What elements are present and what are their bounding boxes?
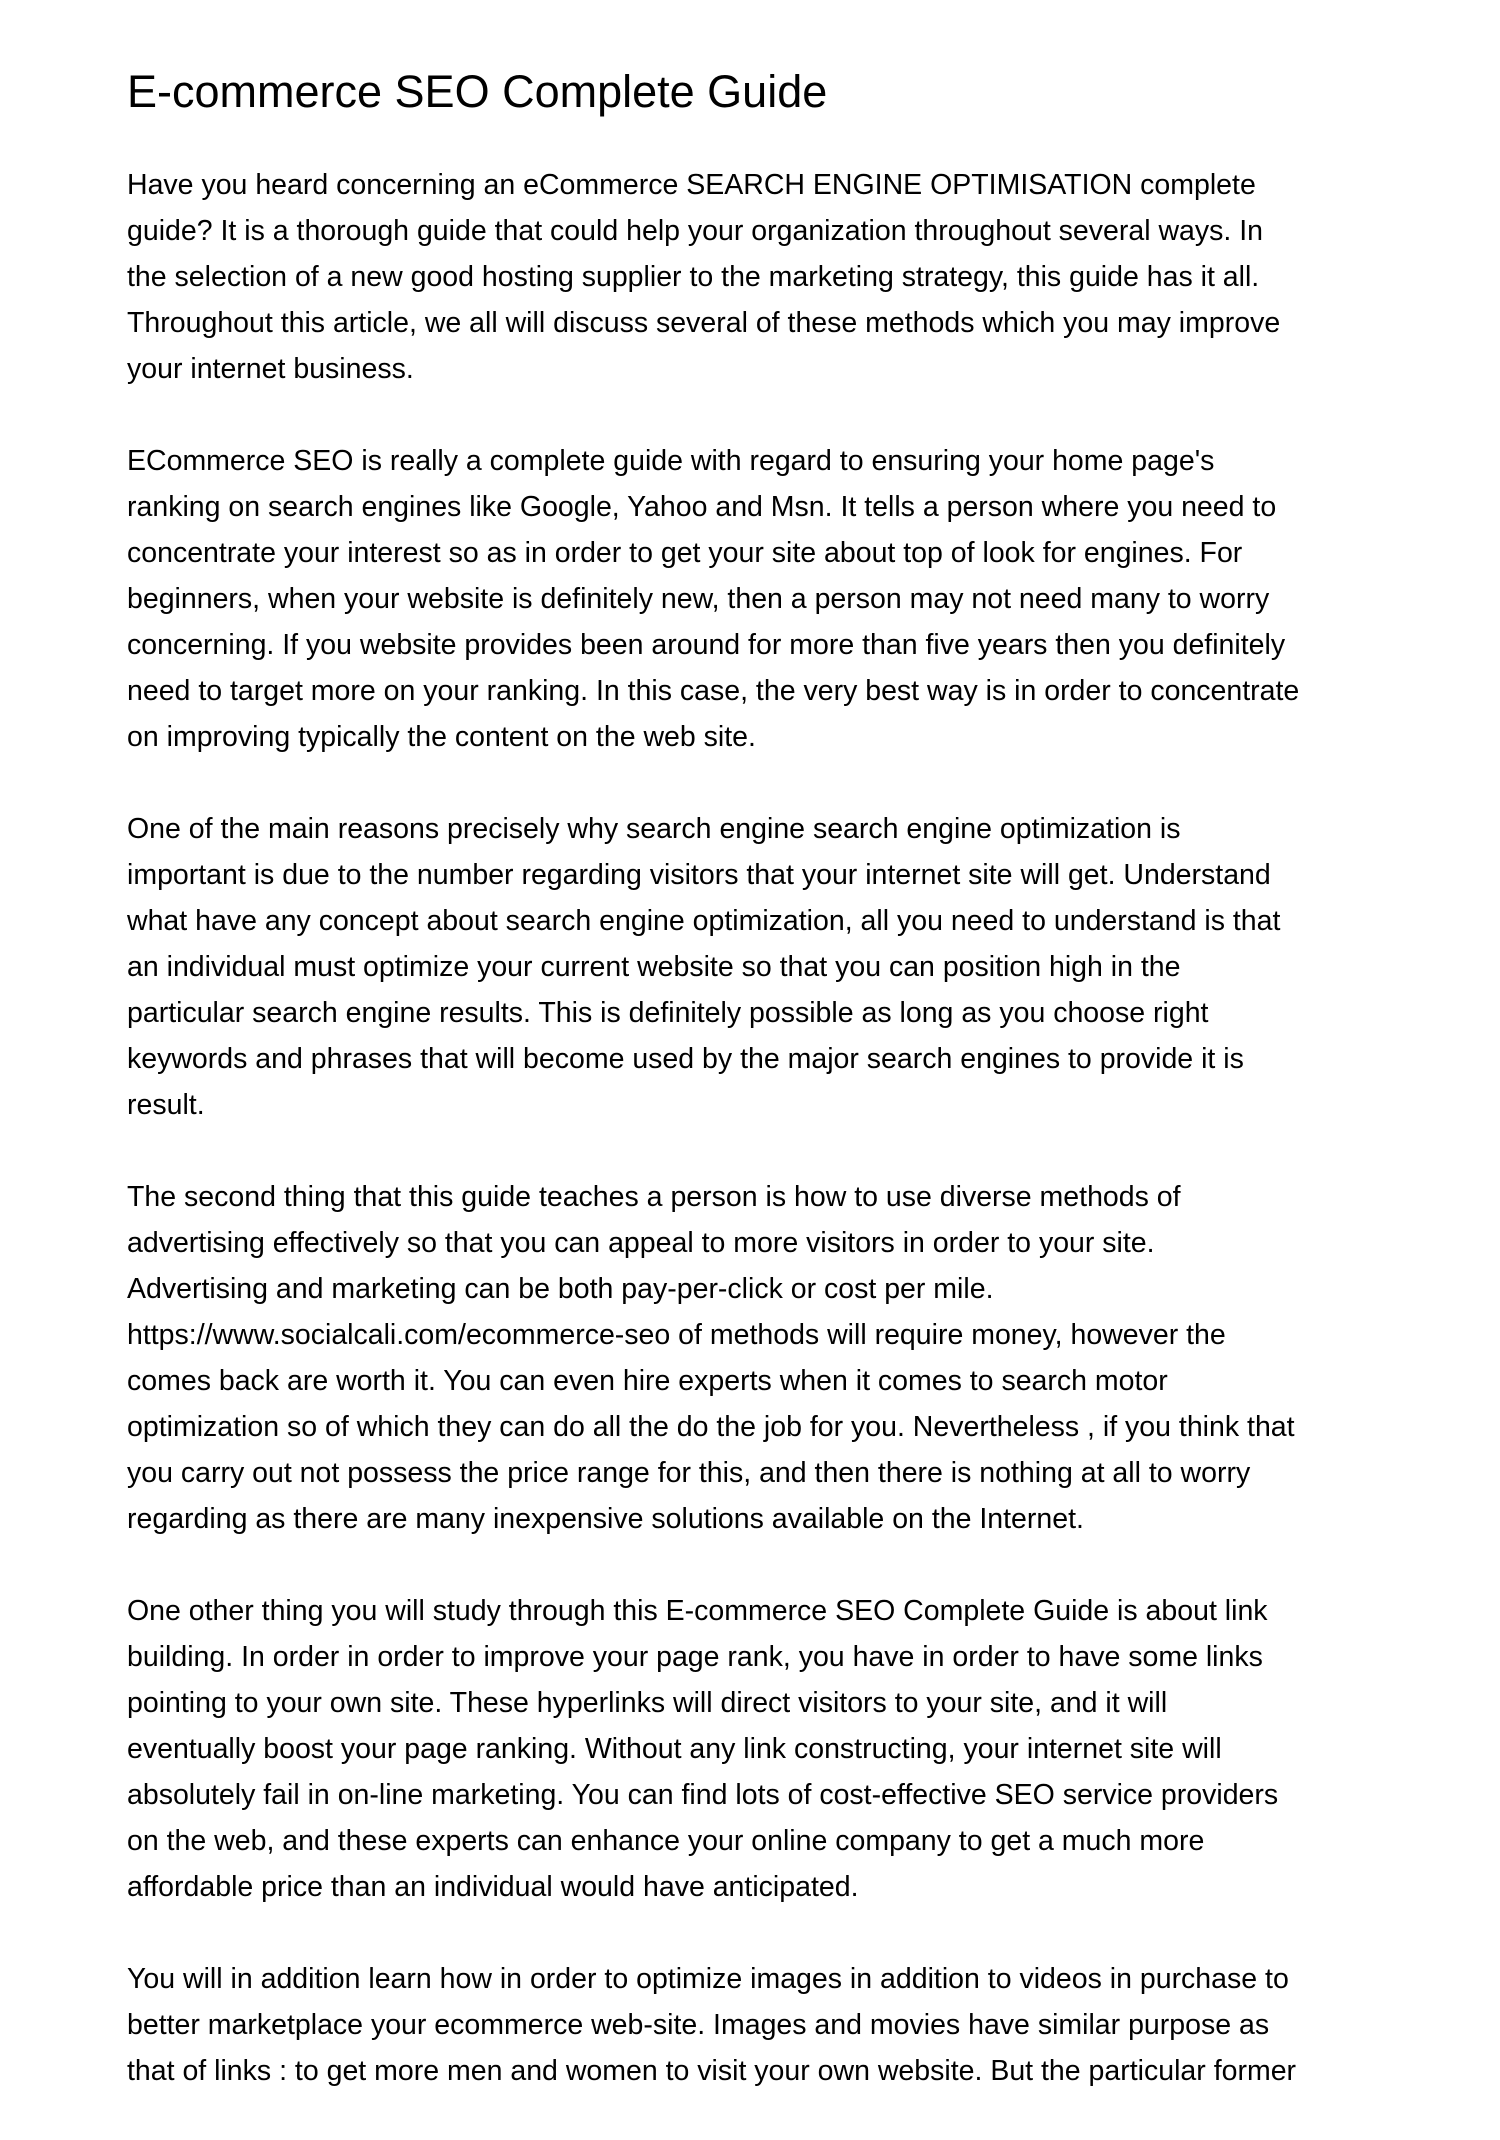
text-line: important is due to the number regarding visitors that your internet site will get. Understand <box>127 859 1271 891</box>
paragraph-4 <box>127 1174 1387 1542</box>
page-title: E-commerce SEO Complete Guide <box>127 66 828 117</box>
text-line: that of links : to get more men and women to visit your own website. But the particular former <box>127 2055 1297 2087</box>
paragraph-5 <box>127 1588 1387 1910</box>
text-line: Advertising and marketing can be both pay-per-click or cost per mile. <box>127 1273 994 1305</box>
text-line: better marketplace your ecommerce web-site. Images and movies have similar purpose as <box>127 2009 1270 2041</box>
text-line: Have you heard concerning an eCommerce SEARCH ENGINE OPTIMISATION complete <box>127 169 1256 201</box>
text-line: ECommerce SEO is really a complete guide with regard to ensuring your home page's <box>127 445 1215 477</box>
text-line: your internet business. <box>127 353 414 385</box>
paragraph-1 <box>127 162 1387 392</box>
text-line: on improving typically the content on the web site. <box>127 721 756 753</box>
text-line: concentrate your interest so as in order to get your site about top of look for engines. For <box>127 537 1243 569</box>
text-line: https://www.socialcali.com/ecommerce-seo of methods will require money, however the <box>127 1319 1226 1351</box>
text-line: on the web, and these experts can enhance your online company to get a much more <box>127 1825 1205 1857</box>
text-line: concerning. If you website provides been around for more than five years then you definitely <box>127 629 1286 661</box>
text-line: pointing to your own site. These hyperlinks will direct visitors to your site, and it will <box>127 1687 1168 1719</box>
text-line: guide? It is a thorough guide that could help your organization throughout several ways. In <box>127 215 1263 247</box>
text-line: optimization so of which they can do all the do the job for you. Nevertheless , if you think that <box>127 1411 1295 1443</box>
document-page <box>127 62 1387 2140</box>
text-line: Throughout this article, we all will discuss several of these methods which you may improve <box>127 307 1281 339</box>
text-line: the selection of a new good hosting supplier to the marketing strategy, this guide has it all. <box>127 261 1260 293</box>
text-line: You will in addition learn how in order to optimize images in addition to videos in purchase to <box>127 1963 1289 1995</box>
text-line: The second thing that this guide teaches a person is how to use diverse methods of <box>127 1181 1181 1213</box>
text-line: need to target more on your ranking. In this case, the very best way is in order to concentrate <box>127 675 1300 707</box>
text-line: One of the main reasons precisely why search engine search engine optimization is <box>127 813 1181 845</box>
text-line: ranking on search engines like Google, Yahoo and Msn. It tells a person where you need to <box>127 491 1277 523</box>
text-line: keywords and phrases that will become used by the major search engines to provide it is <box>127 1043 1244 1075</box>
text-line: eventually boost your page ranking. Without any link constructing, your internet site will <box>127 1733 1222 1765</box>
paragraph-6 <box>127 1956 1387 2094</box>
text-line: absolutely fail in on-line marketing. You can find lots of cost-effective SEO service providers <box>127 1779 1279 1811</box>
paragraph-3 <box>127 806 1387 1128</box>
text-line: comes back are worth it. You can even hire experts when it comes to search motor <box>127 1365 1168 1397</box>
text-line: One other thing you will study through this E-commerce SEO Complete Guide is about link <box>127 1595 1268 1627</box>
paragraph-2 <box>127 438 1387 760</box>
text-line: beginners, when your website is definitely new, then a person may not need many to worry <box>127 583 1270 615</box>
text-line: regarding as there are many inexpensive solutions available on the Internet. <box>127 1503 1084 1535</box>
text-line: advertising effectively so that you can appeal to more visitors in order to your site. <box>127 1227 1155 1259</box>
text-line: result. <box>127 1089 205 1121</box>
text-line: what have any concept about search engine optimization, all you need to understand is that <box>127 905 1281 937</box>
text-line: you carry out not possess the price range for this, and then there is nothing at all to worry <box>127 1457 1251 1489</box>
text-line: building. In order in order to improve your page rank, you have in order to have some links <box>127 1641 1263 1673</box>
text-line: affordable price than an individual would have anticipated. <box>127 1871 859 1903</box>
text-line: an individual must optimize your current website so that you can position high in the <box>127 951 1181 983</box>
text-line: particular search engine results. This is definitely possible as long as you choose right <box>127 997 1209 1029</box>
